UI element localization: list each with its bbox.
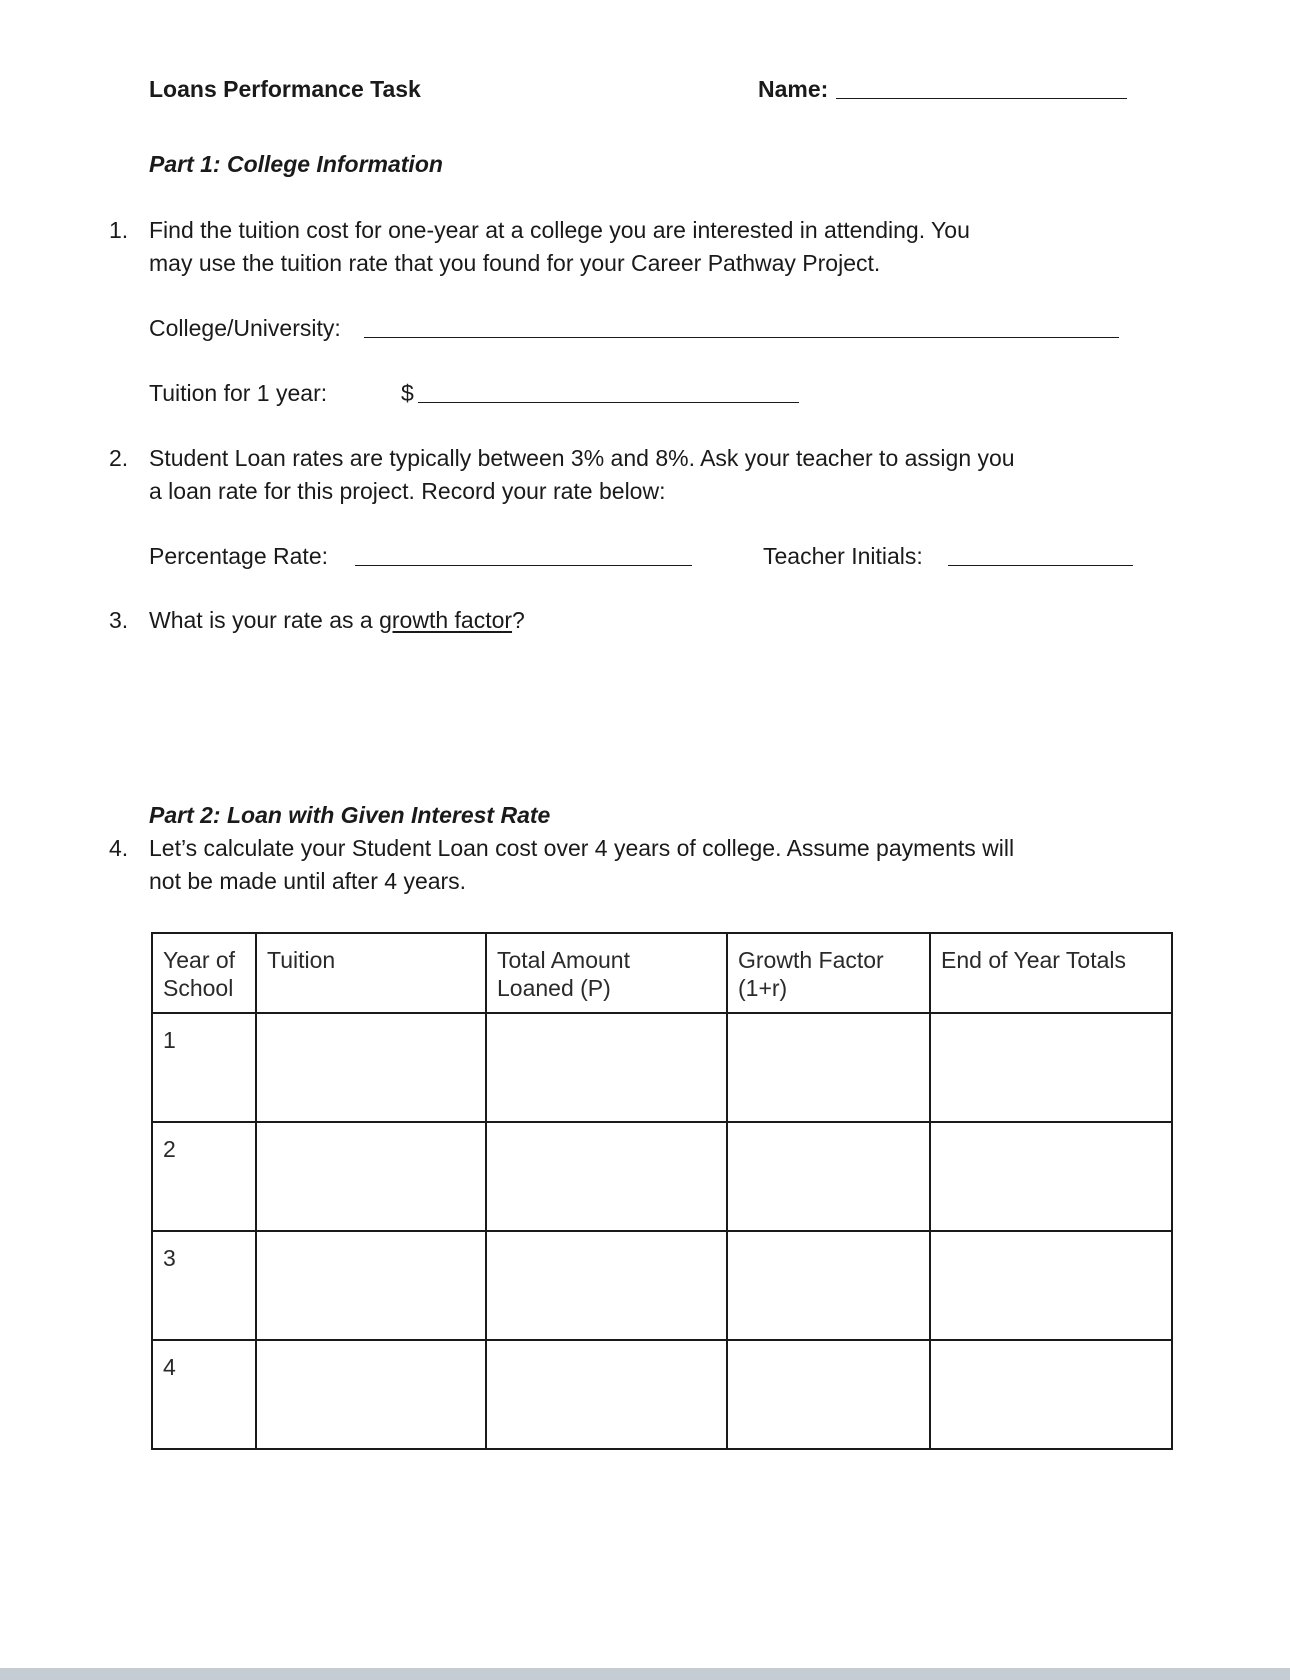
question-2-number: 2. [109,445,129,471]
table-row [152,1231,1172,1340]
growth-factor-cell[interactable] [727,1340,930,1449]
header-year-of-school [152,933,256,1013]
document-title: Loans Performance Task [149,76,421,102]
dollar-sign: $ [401,380,414,406]
question-2-text-line2: a loan rate for this project. Record your rate below: [149,478,666,504]
growth-factor-link[interactable]: growth factor [379,607,513,633]
question-4-text-line1: Let’s calculate your Student Loan cost over 4 years of college. Assume payments will [149,835,1015,861]
year-cell: 2 [152,1122,256,1231]
question-3-text [149,604,525,637]
table-row [152,1122,1172,1231]
total-loaned-cell[interactable] [486,1013,727,1122]
table-row [152,1340,1172,1449]
question-1-number: 1. [109,217,129,243]
header-growth-factor [727,933,930,1013]
tuition-cell[interactable] [256,1122,486,1231]
year-cell: 3 [152,1231,256,1340]
header-end-of-year-totals [930,933,1172,1013]
question-4-number: 4. [109,835,129,861]
growth-factor-cell[interactable] [727,1122,930,1231]
part1-heading: Part 1: College Information [149,151,443,177]
college-label: College/University: [149,315,341,341]
header-year-line1: Year of [163,947,236,973]
question-2-text-line1: Student Loan rates are typically between 3% and 8%. Ask your teacher to assign you [149,445,1015,471]
header-tuition [256,933,486,1013]
question-3-number: 3. [109,607,129,633]
percentage-rate-field-line[interactable] [355,565,692,566]
total-loaned-cell[interactable] [486,1231,727,1340]
teacher-initials-field-line[interactable] [948,565,1133,566]
end-of-year-total-cell[interactable] [930,1231,1172,1340]
percentage-rate-label: Percentage Rate: [149,543,329,569]
question-4-text-line2: not be made until after 4 years. [149,868,467,894]
question-1-text-line1: Find the tuition cost for one-year at a college you are interested in attending. You [149,217,970,243]
total-loaned-cell[interactable] [486,1122,727,1231]
header-growth-line1: Growth Factor [738,947,884,973]
part2-heading: Part 2: Loan with Given Interest Rate [149,802,551,828]
tuition-cell[interactable] [256,1013,486,1122]
college-field-line[interactable] [364,337,1119,338]
viewer-bottom-bar [0,1668,1290,1680]
total-loaned-cell[interactable] [486,1340,727,1449]
header-total-amount-loaned [486,933,727,1013]
header-end-line1: End of Year Totals [941,947,1126,973]
year-cell: 1 [152,1013,256,1122]
question-3-text-before: What is your rate as a [149,607,380,633]
question-3-text-after: ? [512,607,525,633]
end-of-year-total-cell[interactable] [930,1340,1172,1449]
header-tuition-line1: Tuition [267,947,336,973]
header-growth-line2: (1+r) [738,975,788,1001]
header-total-line1: Total Amount [497,947,630,973]
header-year-line2: School [163,975,234,1001]
tuition-field-line[interactable] [418,402,799,403]
table-header-row [152,933,1172,1013]
growth-factor-cell[interactable] [727,1013,930,1122]
name-label: Name: [758,76,829,102]
year-cell: 4 [152,1340,256,1449]
end-of-year-total-cell[interactable] [930,1013,1172,1122]
tuition-cell[interactable] [256,1340,486,1449]
question-1-text-line2: may use the tuition rate that you found for your Career Pathway Project. [149,250,881,276]
header-total-line2: Loaned (P) [497,975,611,1001]
growth-factor-cell[interactable] [727,1231,930,1340]
end-of-year-total-cell[interactable] [930,1122,1172,1231]
tuition-cell[interactable] [256,1231,486,1340]
loan-calculation-table [151,932,1173,1450]
tuition-label: Tuition for 1 year: [149,380,328,406]
name-field-line[interactable] [836,98,1127,99]
teacher-initials-label: Teacher Initials: [763,543,923,569]
table-row [152,1013,1172,1122]
